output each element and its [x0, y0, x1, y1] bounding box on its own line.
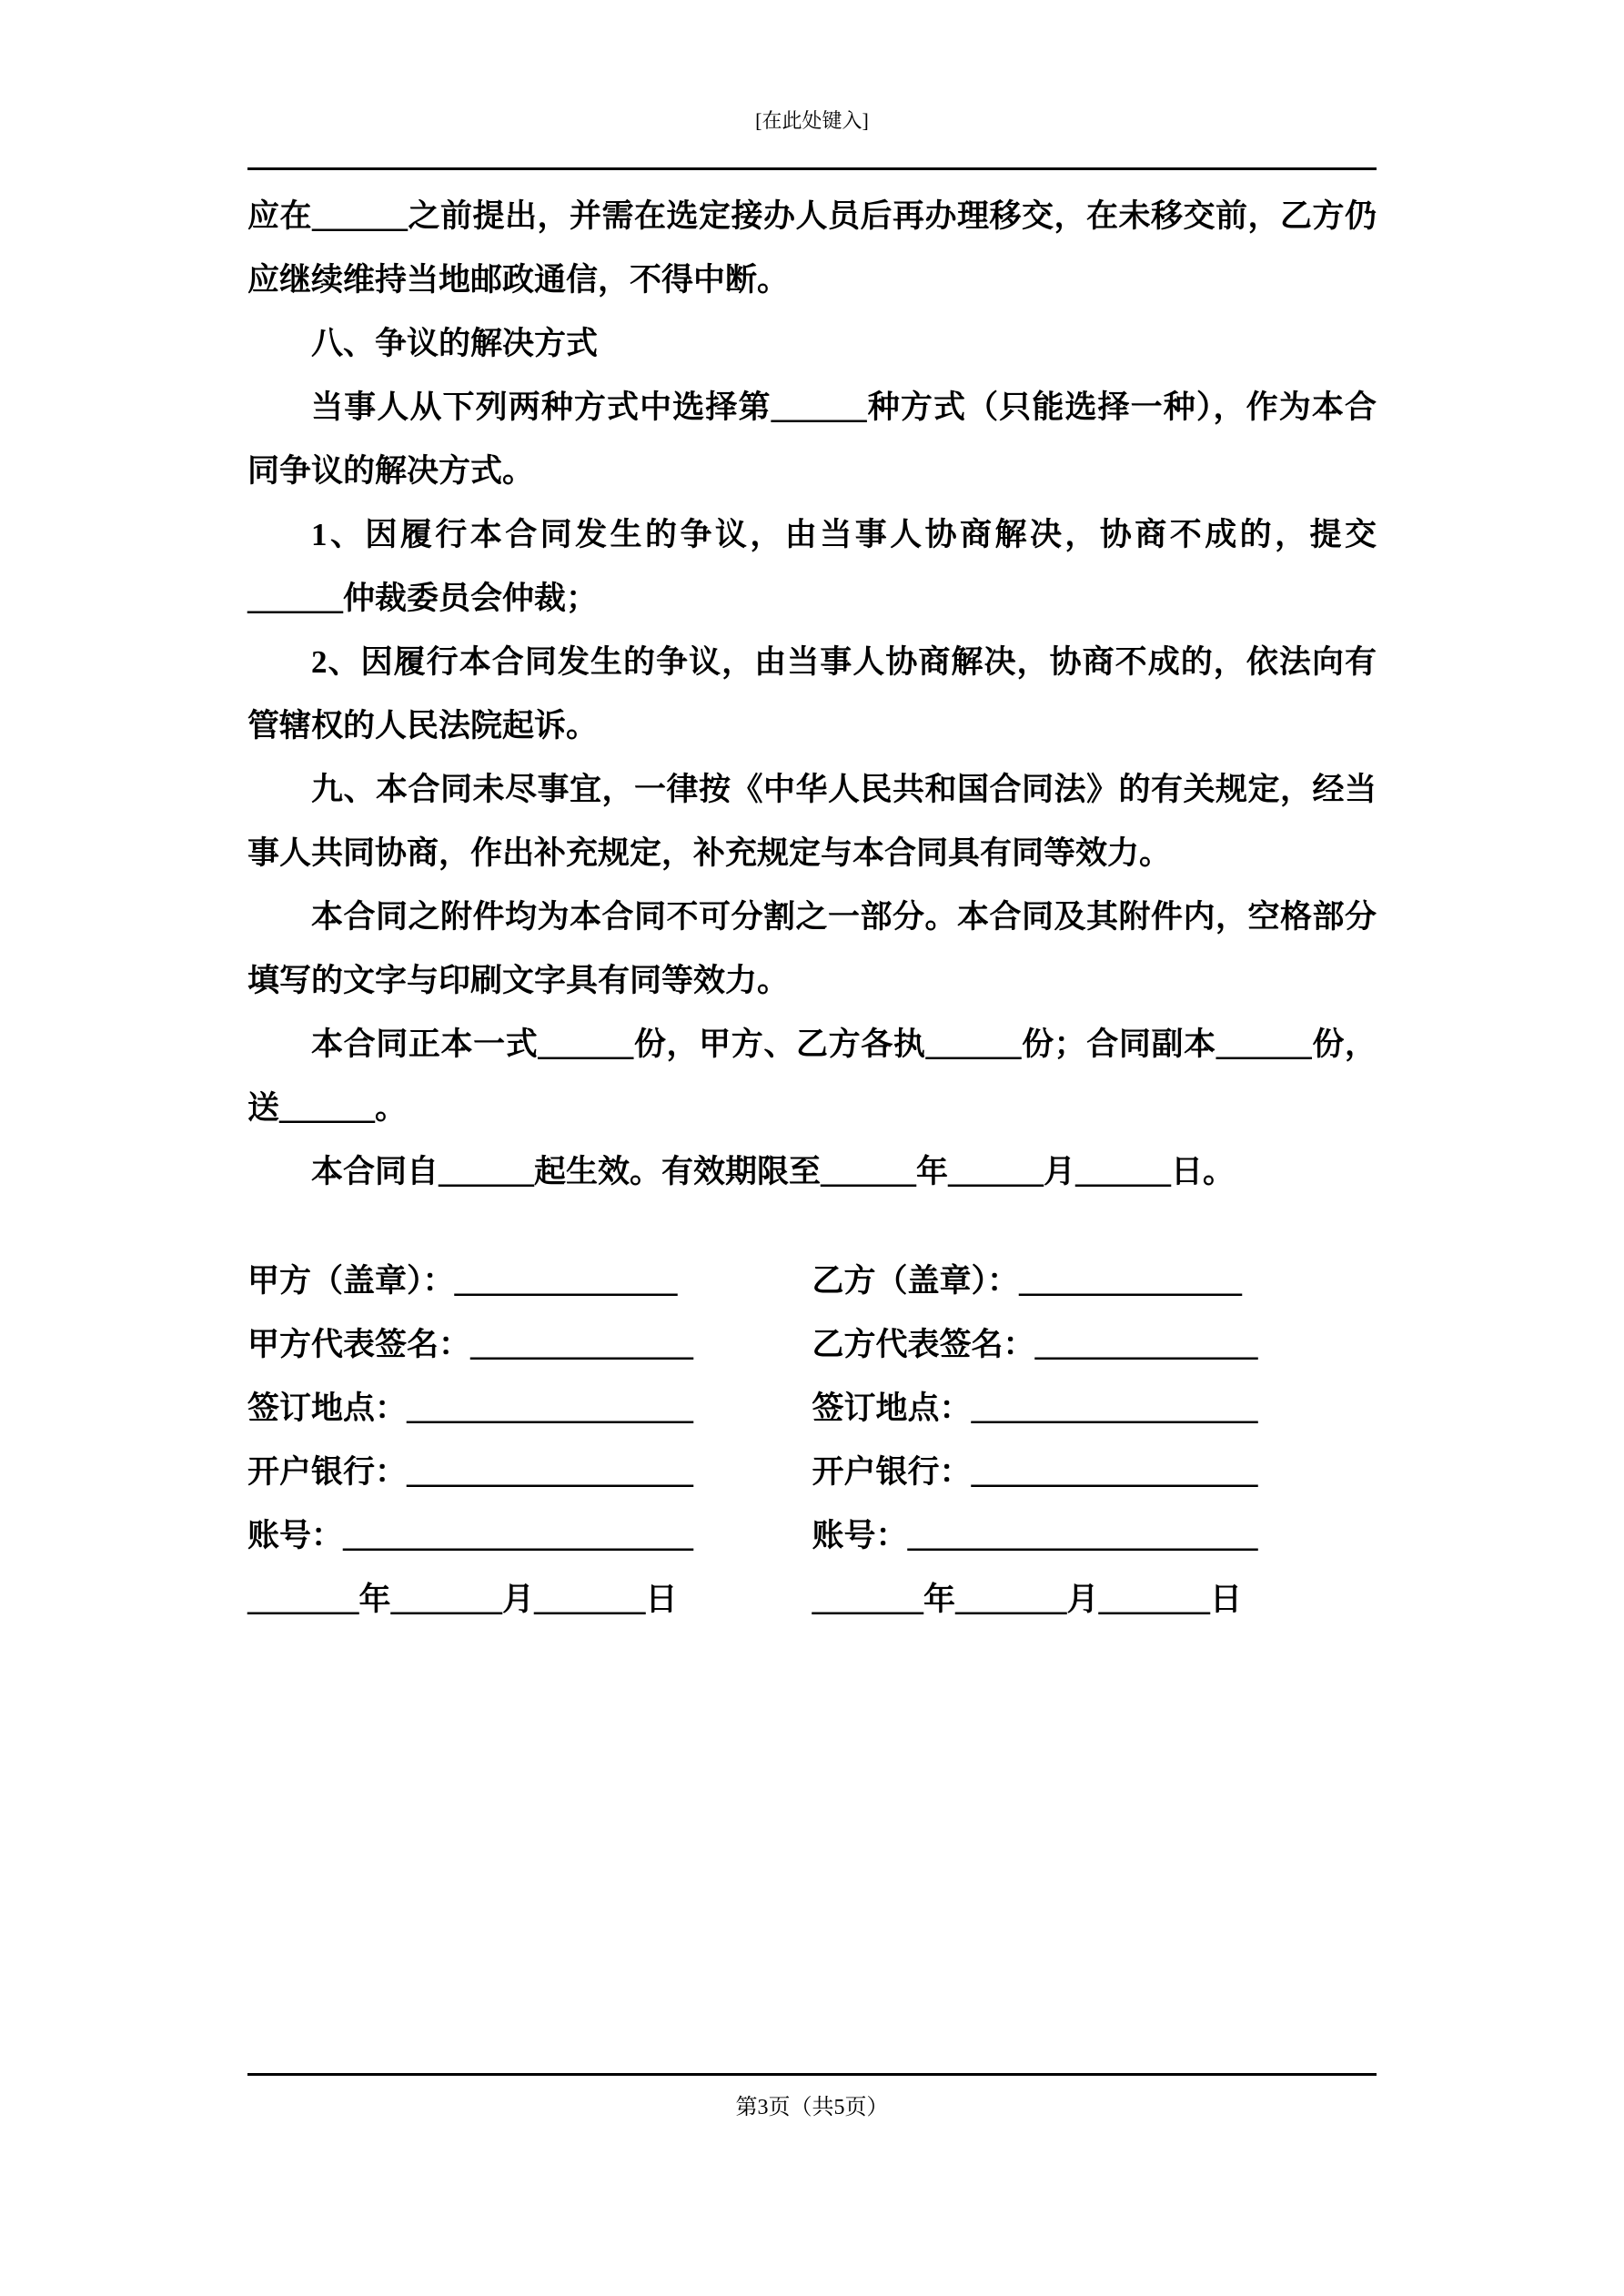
party-a-bank-line: 开户银行：__________________ — [247, 1454, 694, 1490]
signature-party-a — [247, 1249, 812, 1632]
signature-section — [247, 1249, 1377, 1632]
header-type-here-placeholder[interactable]: [在此处键入] — [755, 109, 869, 132]
paragraph-section-8-title: 八、争议的解决方式 — [311, 326, 599, 361]
paragraph-dispute-choice: 当事人从下列两种方式中选择第______种方式（只能选择一种），作为本合同争议的解决方式。 — [247, 389, 1377, 489]
paragraph-arbitration: 1、因履行本合同发生的争议，由当事人协商解决，协商不成的，提交______仲裁委员会仲裁； — [247, 517, 1377, 616]
party-b-account-line: 账号：______________________ — [812, 1518, 1258, 1553]
party-b-date-line: _______年_______月_______日 — [812, 1582, 1243, 1617]
page-number: 第3页（共5页） — [735, 2096, 889, 2119]
header-divider — [247, 167, 1377, 170]
party-b-signing-place-line: 签订地点：__________________ — [812, 1391, 1258, 1426]
party-a-date-line: _______年_______月_______日 — [247, 1582, 678, 1617]
paragraph-effective-date: 本合同自______起生效。有效期限至______年______月______日。 — [311, 1154, 1236, 1189]
party-a-account-line: 账号：______________________ — [247, 1518, 694, 1553]
paragraph-annex: 本合同之附件均为本合同不可分割之一部分。本合同及其附件内，空格部分填写的文字与印刷文字具有同等效力。 — [247, 899, 1377, 998]
footer-divider — [247, 2073, 1377, 2076]
paragraph-continuation: 应在______之前提出，并需在选定接办人员后再办理移交，在未移交前，乙方仍应继续维持当地邮政通信，不得中断。 — [247, 198, 1377, 298]
signature-party-b — [812, 1249, 1377, 1632]
party-b-representative-line: 乙方代表签名：______________ — [812, 1327, 1258, 1362]
paragraph-court: 2、因履行本合同发生的争议，由当事人协商解决，协商不成的，依法向有管辖权的人民法院起诉。 — [247, 644, 1377, 743]
paragraph-section-9: 九、本合同未尽事宜，一律按《中华人民共和国合同法》的有关规定，经当事人共同协商，作出补充规定，补充规定与本合同具有同等效力。 — [247, 772, 1377, 871]
party-a-seal-line: 甲方（盖章）：______________ — [247, 1263, 678, 1299]
page-header — [247, 107, 1377, 135]
page-footer — [247, 2073, 1377, 2120]
contract-body — [247, 185, 1377, 1204]
party-a-signing-place-line: 签订地点：__________________ — [247, 1391, 694, 1426]
party-a-representative-line: 甲方代表签名：______________ — [247, 1327, 694, 1362]
paragraph-copies: 本合同正本一式______份，甲方、乙方各执______份；合同副本______份，送______。 — [247, 1027, 1377, 1126]
party-b-seal-line: 乙方（盖章）：______________ — [812, 1263, 1243, 1299]
party-b-bank-line: 开户银行：__________________ — [812, 1454, 1258, 1490]
